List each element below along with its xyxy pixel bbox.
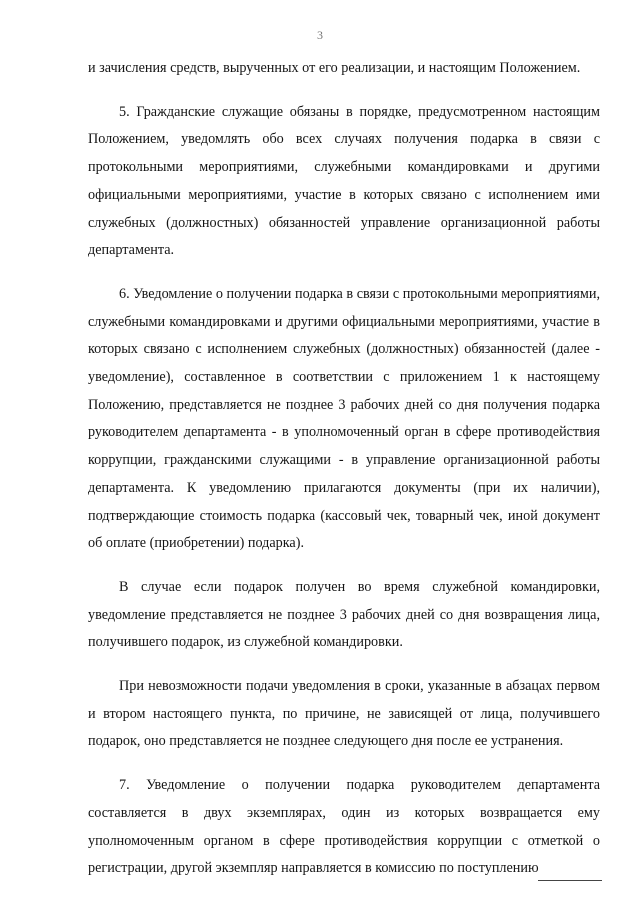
document-body bbox=[88, 55, 600, 899]
page-number: 3 bbox=[317, 28, 323, 42]
paragraph-item-7: 7. Уведомление о получении подарка руководителем департамента составляется в двух экземплярах, один из которых возвращается ему уполномоченным органом в сфере противодействия коррупции с отметкой о регистрации, другой экземпляр направляется в комиссию по поступлению bbox=[88, 777, 600, 877]
paragraph-impossibility: При невозможности подачи уведомления в сроки, указанные в абзацах первом и втором настоящего пункта, по причине, не зависящей от лица, получившего подарок, оно представляется не позднее следующего дня после ее устранения. bbox=[88, 678, 600, 750]
paragraph-business-trip: В случае если подарок получен во время служебной командировки, уведомление представляется не позднее 3 рабочих дней со дня возвращения лица, получившего подарок, из служебной командировки. bbox=[88, 578, 600, 651]
footer-rule bbox=[538, 880, 602, 881]
paragraph-item-6: 6. Уведомление о получении подарка в связи с протокольными мероприятиями, служебными командировками и другими официальными мероприятиями, участие в которых связано с исполнением служебных (должностных) обязанностей (далее - уведомление), составленное в соответствии с приложением 1 к настоящему Положению, представляется не позднее 3 рабочих дней со дня получения подарка руководителем департамента - в уполномоченный орган в сфере противодействия коррупции, гражданскими служащими - в управление организационной работы департамента. К уведомлению прилагаются документы (при их наличии), подтверждающие стоимость подарка (кассовый чек, товарный чек, иной документ об оплате (приобретении) подарка). bbox=[88, 285, 600, 552]
paragraph-continuation: и зачисления средств, вырученных от его реализации, и настоящим Положением. bbox=[88, 60, 581, 76]
paragraph-item-5: 5. Гражданские служащие обязаны в порядке, предусмотренном настоящим Положением, уведомлять обо всех случаях получения подарка в связи с протокольными мероприятиями, служебными командировками и другими официальными мероприятиями, участие в которых связано с исполнением ими служебных (должностных) обязанностей управление организационной работы департамента. bbox=[88, 103, 600, 259]
